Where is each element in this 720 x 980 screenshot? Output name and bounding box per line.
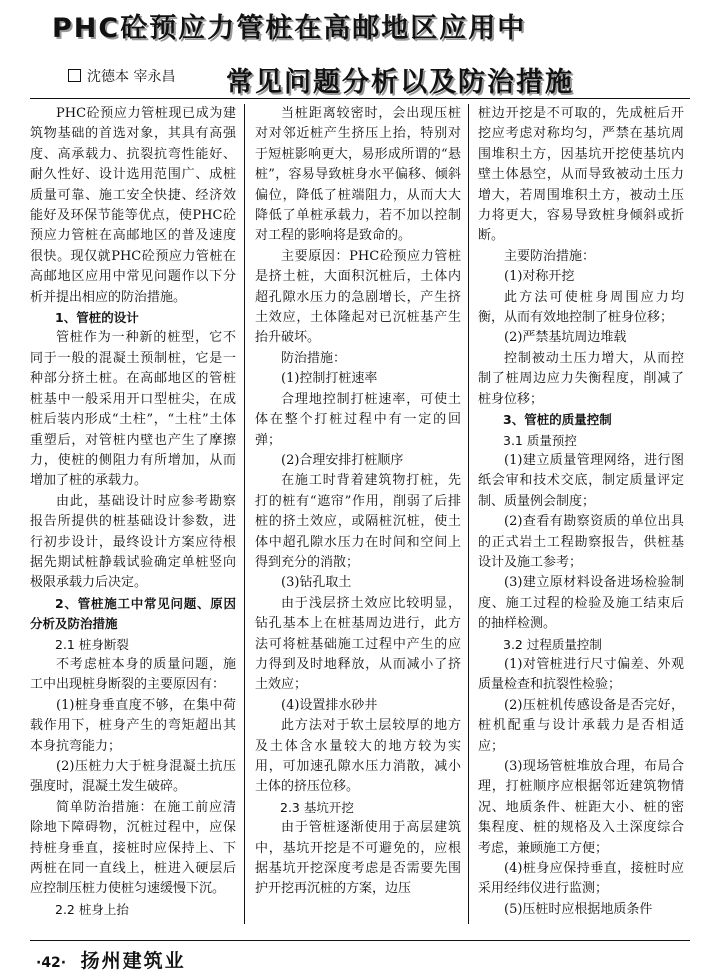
paragraph: 此方法可使桩身周围应力均衡，从而有效地控制了桩身位移； xyxy=(478,289,684,326)
authors xyxy=(68,66,175,86)
paragraph: 在施工时背着建筑物打桩，先打的桩有“遮帘”作用，削弱了后排桩的挤土效应，或隔桩沉桩，使土体中超孔隙水压力在时间和空间上得到充分的消散； xyxy=(255,473,461,570)
page-number: ·42· xyxy=(36,955,67,971)
subsection-heading: 3.1 质量预控 xyxy=(503,432,577,448)
bottom-rule xyxy=(30,940,690,941)
column-3 xyxy=(478,104,684,920)
subsection-heading: 2.2 桩身上抬 xyxy=(55,901,129,917)
section-heading: 1、管桩的设计 xyxy=(55,310,139,326)
paragraph: (2)查看有勘察资质的单位出具的正式岩土工程勘察报告，供桩基设计及施工参考； xyxy=(478,514,684,570)
authors-text: 沈德本 宰永昌 xyxy=(87,69,176,85)
paragraph: 主要原因：PHC砼预应力管桩是挤土桩，大面积沉桩后，土体内超孔隙水压力的急剧增长，产生挤土效应，土体隆起对已沉桩基产生抬升破坏。 xyxy=(255,248,461,346)
paragraph: (4)设置排水砂井 xyxy=(281,697,378,713)
paragraph: 此方法对于软土层较厚的地方及土体含水量较大的地方较为实用，可加速孔隙水压力消散，减小土体的挤压位移。 xyxy=(255,718,461,795)
footer xyxy=(36,946,186,973)
section-heading: 2、管桩施工中常见问题、原因分析及防治措施 xyxy=(30,595,236,632)
top-rule xyxy=(30,98,690,99)
paragraph: 合理地控制打桩速率，可使土体在整个打桩过程中有一定的回弹； xyxy=(255,391,461,448)
paragraph: (2)严禁基坑周边堆载 xyxy=(504,330,627,346)
paragraph: (4)桩身应保持垂直，接桩时应采用经纬仪进行监测； xyxy=(478,861,684,897)
paragraph: 简单防治措施：在施工前应清除地下障碍物，沉桩过程中，应保持桩身垂直，接桩时应保持上、下两桩在同一直线上，桩进入硬层后应控制压桩力使桩匀速缓慢下沉。 xyxy=(30,799,236,897)
column-1 xyxy=(30,104,236,920)
paragraph: (3)钻孔取土 xyxy=(281,575,352,591)
paragraph: 主要防治措施： xyxy=(504,248,596,264)
paragraph: 不考虑桩本身的质量问题，施工中出现桩身断裂的主要原因有： xyxy=(30,656,236,693)
paragraph: (1)对称开挖 xyxy=(504,269,575,285)
title-line-2: 常见问题分析以及防治措施 xyxy=(226,67,574,98)
paragraph: 桩边开挖是不可取的，先成桩后开挖应考虑对称均匀，严禁在基坑周围堆积土方，因基坑开挖使基坑内壁土体悬空，从而导致被动土压力增大，若周围堆积土方，被动土压力将更大，容易导致桩身倾斜或折断。 xyxy=(478,106,684,244)
paragraph: (2)合理安排打桩顺序 xyxy=(281,452,404,468)
paragraph: (3)建立原材料设备进场检验制度、施工过程的检验及施工结束后的抽样检测。 xyxy=(478,575,684,632)
column-divider-1 xyxy=(244,104,245,924)
paragraph: 由于管桩逐渐使用于高层建筑中，基坑开挖是不可避免的，应根据基坑开挖深度考虑是否需要先围护开挖再沉桩的方案，边压 xyxy=(255,820,461,897)
paragraph: (5)压桩时应根据地质条件 xyxy=(504,901,653,917)
column-2 xyxy=(255,104,461,900)
subsection-heading: 3.2 过程质量控制 xyxy=(503,636,602,652)
paragraph: 控制被动土压力增大，从而控制了桩周边应力失衡程度，削减了桩身位移； xyxy=(478,350,684,407)
paragraph: PHC砼预应力管桩现已成为建筑物基础的首选对象，其具有高强度、高承载力、抗裂抗弯性能好、耐久性好、设计选用范围广、成桩质量可靠、施工安全快捷、经济效能好及环保节能等优点，使PHC砼预应力管桩在高邮地区的普及速度很快。现仅就PHC砼预应力管桩在高邮地区应用中常见问题作以下分析并提出相应的防治措施。 xyxy=(30,106,236,305)
paragraph: 防治措施： xyxy=(281,350,347,366)
paragraph: (1)桩身垂直度不够，在集中荷载作用下，桩身产生的弯矩超出其本身抗弯能力； xyxy=(30,697,236,754)
title-line-1: PHC砼预应力管桩在高邮地区应用中 xyxy=(52,13,527,44)
paragraph: (1)对管桩进行尺寸偏差、外观质量检查和抗裂性检验； xyxy=(478,656,684,693)
paragraph: (3)现场管桩堆放合理，布局合理，打桩顺序应根据邻近建筑物情况、地质条件、桩距大小、桩的密集程度、桩的规格及入土深度综合考虑，兼顾施工方便； xyxy=(478,759,684,856)
subsection-heading: 2.1 桩身断裂 xyxy=(55,636,129,652)
column-divider-2 xyxy=(468,104,469,924)
paragraph: 管桩作为一种新的桩型，它不同于一般的混凝土预制桩，它是一种部分挤土桩。在高邮地区的管桩桩基中一般采用开口型桩尖，在成桩后装内形成“土柱”，“土柱”土体重塑后，对管桩内壁也产生了摩擦力，使桩的侧阻力有所增加，从而增加了桩的承载力。 xyxy=(30,330,236,489)
paragraph: 当桩距离较密时，会出现压桩对对邻近桩产生挤压上抬，特别对于短桩影响更大，易形成所谓的“悬桩”，容易导致桩身水平偏移、倾斜偏位，降低了桩端阻力，从而大大降低了单桩承载力，若不加以控制对工程的影响将是致命的。 xyxy=(255,106,461,244)
paragraph: (2)压桩机传感设备是否完好，桩机配重与设计承载力是否相适应； xyxy=(478,697,684,754)
paragraph: 由此，基础设计时应参考勘察报告所提供的桩基础设计参数，进行初步设计，最终设计方案应待根据先期试桩静载试验确定单桩竖向极限承载力后决定。 xyxy=(30,493,236,591)
section-heading: 3、管桩的质量控制 xyxy=(503,412,612,428)
journal-name: 扬州建筑业 xyxy=(80,950,186,972)
paragraph: (1)建立质量管理网络，进行图纸会审和技术交底，制定质量评定制、质量例会制度； xyxy=(478,452,684,509)
paragraph: (2)压桩力大于桩身混凝土抗压强度时，混凝土发生破碎。 xyxy=(30,759,236,795)
checkbox-square-icon xyxy=(68,69,81,82)
subsection-heading: 2.3 基坑开挖 xyxy=(280,799,354,815)
paragraph: 由于浅层挤土效应比较明显，钻孔基本上在桩基周边进行，此方法可将桩基础施工过程中产生的应力得到及时地释放，从而减小了挤土效应； xyxy=(255,595,461,693)
paragraph: (1)控制打桩速率 xyxy=(281,371,378,387)
